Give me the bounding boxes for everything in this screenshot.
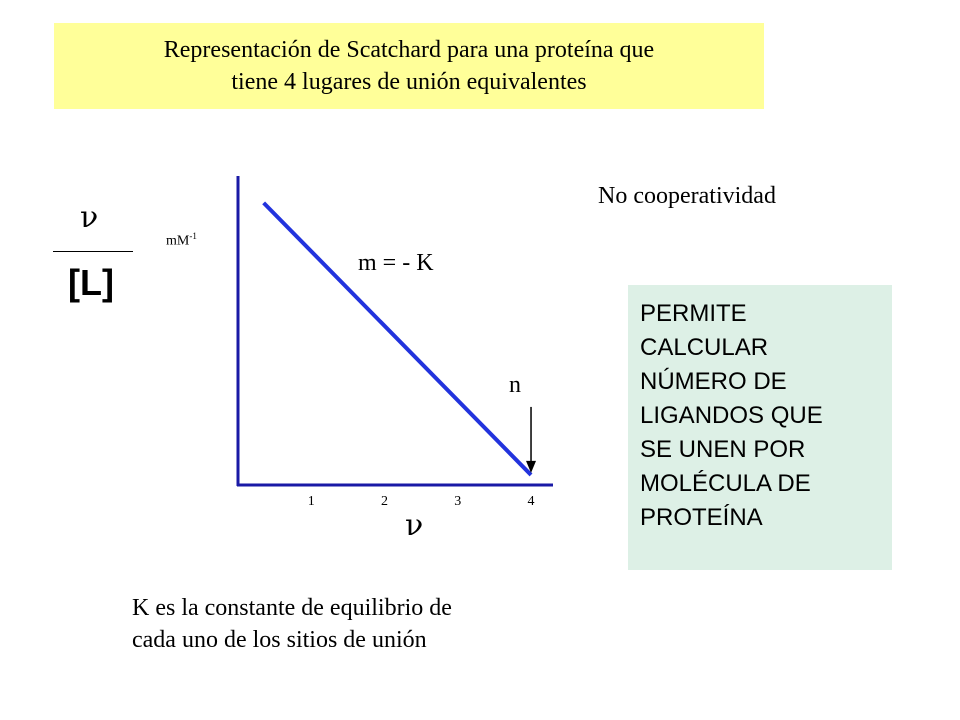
x-axis-label: ν xyxy=(405,508,424,543)
y-axis-numerator: ν xyxy=(80,200,99,235)
footer-line-2: cada uno de los sitios de unión xyxy=(132,627,427,653)
series-group xyxy=(264,203,531,475)
title-line-2: tiene 4 lugares de unión equivalentes xyxy=(231,69,587,95)
y-axis-denominator: [L] xyxy=(68,262,114,303)
x-tick-label: 2 xyxy=(381,494,388,509)
x-tick-label: 3 xyxy=(454,494,462,509)
info-line: NÚMERO DE xyxy=(640,368,787,395)
title-line-1: Representación de Scatchard para una proteína que xyxy=(163,37,655,63)
info-line: MOLÉCULA DE xyxy=(640,470,811,497)
info-line: SE UNEN POR xyxy=(640,436,806,463)
info-line: PROTEÍNA xyxy=(640,504,763,531)
footer-line-1: K es la constante de equilibrio de xyxy=(132,595,452,621)
info-line: CALCULAR xyxy=(640,334,769,361)
no-cooperativity-label: No cooperatividad xyxy=(598,183,776,209)
n-arrow xyxy=(526,407,536,473)
n-label: n xyxy=(509,372,521,398)
unit-exponent: -1 xyxy=(189,231,197,241)
info-line: PERMITE xyxy=(640,300,747,327)
footer-note xyxy=(132,592,452,656)
slope-label: m = - K xyxy=(358,250,434,276)
series-line xyxy=(264,203,531,475)
unit-base: mM xyxy=(166,233,190,249)
info-line: LIGANDOS QUE xyxy=(640,402,823,429)
x-tick-label: 1 xyxy=(307,494,315,509)
x-tick-label: 4 xyxy=(527,494,535,509)
